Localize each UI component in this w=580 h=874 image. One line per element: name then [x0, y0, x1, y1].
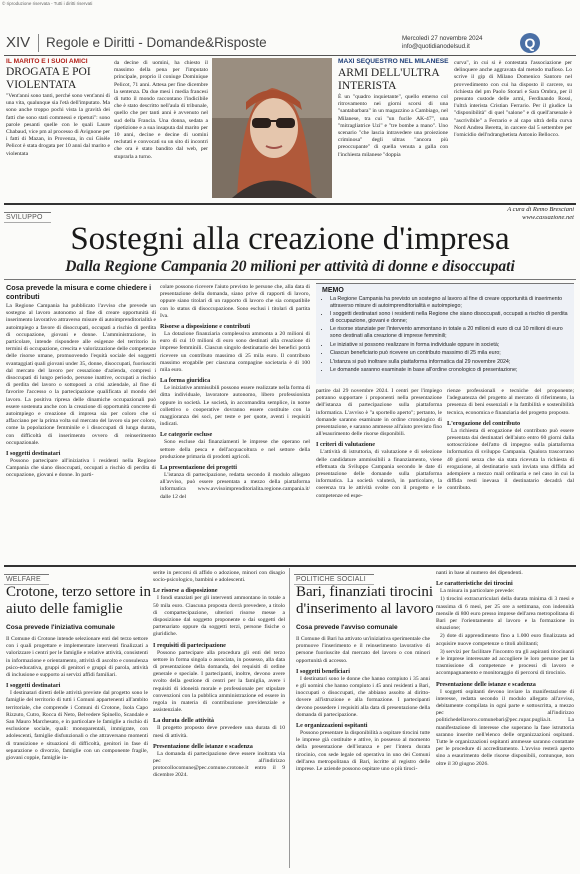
logo-glyph: Q [524, 35, 536, 51]
bari-paragraph: 1) tirocini extracurriculari della durata minima di 3 mesi e massima di 6 mesi, per 25 ore a settimana, con indennità mensile di 800 euro presso imprese dell'area metropolitana di Bari per l'orientamento al lavoro e la formazione in situazione; [436, 596, 574, 632]
page-number: XIV [6, 34, 31, 51]
main-paragraph: colare possono ricevere l'aiuto previsto le persone che, alla data di presentazione della domanda, siano prive di rapporti di lavoro, oppure siano titolari di un rapporto di lavoro che sia compatibile con lo status di disoccupazione. Sono esclusi i titolari di partita Iva. [160, 284, 310, 319]
bari-paragraph: La misura in particolare prevede: [440, 588, 515, 595]
memo-item: • Le iniziative si possono realizzare in forma individuale oppure in società; [330, 342, 568, 349]
header-date: Mercoledì 27 novembre 2024 [402, 35, 483, 42]
story-paragraph: da decine di uomini, ha chiesto il massimo della pena per l'imputato principale, proprio il coniuge Dominique Pelicot, 71 anni. Attesa per fine dicembre la sentenza. Da due mesi i media francesi di tutto il mondo raccontano l'indicibile che è stato descritto nell'aula di tribunale, quello che per tanti anni è avvenuto nel sud della Francia. Una donna, sedata a ripetizione e a sua insaputa dal marito per 10 anni, decine e decine di uomini reclutati e convocati su un sito di incontri che ora è stato bandito dal web, per stuprarla a turno. [114, 60, 208, 160]
memo-item: • I soggetti destinatari sono i residenti nella Regione che siano disoccupati, occupati a rischio di perdita di occupazione, giovani e donne; [330, 311, 568, 324]
subhead-crotone-destinatari: I soggetti destinatari [6, 682, 61, 690]
story-paragraph: È un "quadro inquietante", quello emerso col ritrovamento nei giorni scorsi di una "santabarbara" in un magazzino a Cambiago, nel Milanese, tra cui "un fucile AK-47", una "mitragliatrice Uzi" e "tre bombe a mano". Uno scenario "che lascia intravedere una proiezione criminosa" degli ultras "ancora più preoccupante" di quella venuta a galla con l'inchiesta milanese "doppia [338, 94, 448, 158]
bari-col1 [296, 636, 430, 774]
subhead-risorse: Risorse a disposizione e contributi [160, 323, 251, 331]
memo-title: MEMO [322, 287, 344, 294]
bari-paragraph: Il Comune di Bari ha attivato un'iniziativa sperimentale che promuove l'inserimento e il reinserimento lavorativo di persone fuoriuscite dal mercato del lavoro o con minori opportunità di accesso. [296, 636, 430, 664]
masthead-note: © riproduzione riservata - Tutti i diritti riservati [2, 1, 93, 6]
byline-author: A cura di Remo Bresciani [507, 206, 574, 213]
crotone-paragraph: I destinatari diretti delle attività previste dal progetto sono le famiglie del territorio di tutti i Comuni appartenenti all'ambito territoriale, che comprende i Comuni di Crotone, Isola Capo Rizzuto, Cutro, Rocca di Neto, Belvedere Spinello, Scandale e San Mauro Marchesato, e in particolare le famiglie a rischio di esclusione sociale, quali: monoparentali, immigrate, con adolescenti, famiglie disfunzionali o che attraversano momenti di transizione e situazioni di difficoltà, genitori in fase di separazione o divorzio, famiglie con un componente fragile, giovani coppie, famiglie in- [6, 690, 148, 762]
memo-item: • La Regione Campania ha previsto un sostegno al lavoro al fine di creare opportunità di inserimento attraverso misure di autoimprenditorialità e autoimpiego; [330, 296, 568, 309]
subhead-crotone-durata: La durata delle attività [153, 717, 215, 725]
main-subheadline: Dalla Regione Campania 20 milioni per attività di donne e disoccupati [65, 258, 515, 275]
subhead-bari-organizzazioni: Le organizzazioni ospitanti [296, 722, 368, 730]
main-headline: Sostegni alla creazione d'impresa [70, 221, 510, 257]
subhead-categorie-escluse: Le categorie escluse [160, 431, 213, 439]
kicker-drugged: IL MARITO E I SUOI AMICI [6, 58, 88, 65]
subhead-erogazione: L'erogazione del contributo [447, 419, 521, 427]
bari-paragraph: Possono presentare la disponibilità a ospitare tirocini tutte le imprese già costituite e attive, in possesso al momento della presentazione dell'istanza e per l'intera durata tirocinio, con sede legale od operativa in uno dei Comuni dell'area metropolitana di Bari, iscritte al registro delle imprese. Le aziende possono ospitare uno o più tiroci- [296, 730, 430, 773]
main-paragraph: Sono escluse dai finanziamenti le imprese che operano nel settore della pesca e dell'acquacoltura e nel settore della produzione primaria di prodotti agricoli. [160, 439, 310, 460]
bari-question-title: Cosa prevede l'avviso comunale [296, 624, 398, 631]
bari-paragraph: I destinatari sono le donne che hanno compiuto i 35 anni e gli uomini che hanno compiuto i 45 anni residenti a Bari, inoccupati o disoccupati, che abbiano assolto al diritto-dovere all'istruzione e alla formazione. I partecipanti devono possedere i requisiti alla data di presentazione della domanda di partecipazione. [296, 675, 430, 718]
memo-item: • Le risorse stanziate per l'intervento ammontano in totale a 20 milioni di euro di cui 10 milioni di euro sono destinati alla creazione di imprese femminili; [330, 326, 568, 339]
bari-col2 [436, 570, 574, 769]
crotone-paragraph: serite in percorsi di affido o adozione, minori con disagio socio-psicologico, bambini e adolescenti. [153, 570, 285, 584]
kicker-weapons: MAXI SEQUESTRO NEL MILANESE [338, 58, 449, 65]
crotone-col2 [153, 570, 285, 781]
subhead-criteri: I criteri di valutazione [316, 441, 375, 449]
crotone-col1 [6, 636, 148, 763]
main-paragraph: partire dal 29 novembre 2024. I centri per l'impiego potranno supportare i proponenti nella presentazione dell'istanza di partecipazione sulla piattaforma informatica. L'avviso è "a sportello aperto"; pertanto, le domande saranno esaminate in ordine cronologico di presentazione, e saranno ammesse all'aiuto previsto fino all'esaurimento delle risorse disponibili. [316, 388, 442, 438]
subhead-crotone-risorse: Le risorse a disposizione [153, 587, 218, 595]
memo-list [316, 296, 574, 374]
story-weapons-col1 [338, 94, 448, 160]
story-paragraph: "Vent'anni sono tanti, perché sono vent'anni di una vita, qualunque sia l'età dell'imputato. Ma sono anche troppo pochi vista la gravità dei fatti che sono stati commessi e ripetuti": sono parole pesanti quelle con le quali Laure Chabaud, vice pm al processo di Avignone per i fatti di Mazan, in Provenza, in cui Gisèle Pelicot è stata drogata per 10 anni dal marito e violentata [6, 93, 110, 157]
headline-weapons: ARMI DELL'ULTRA INTERISTA [338, 67, 439, 92]
memo-item: • Ciascun beneficiario può ricevere un contributo massimo di 25 mila euro; [330, 350, 568, 357]
crotone-paragraph: La domanda di partecipazione deve essere inoltrata via pec all'indirizzo protocollocomune@pec.comune.crotone.it entro il 9 dicembre 2024. [153, 750, 285, 779]
story-drugged-col2 [114, 60, 208, 162]
subhead-bari-caratteristiche: Le caratteristiche dei tirocini [436, 580, 513, 588]
subhead-crotone-scadenza: Presentazione delle istanze e scadenza [153, 742, 253, 750]
byline-site: www.cassazione.net [522, 214, 574, 221]
page-header [0, 24, 580, 54]
crotone-paragraph: Possono partecipare alla procedura gli enti del terzo settore in forma singola o associata, in possesso, alla data di presentazione della domanda, dei requisiti di ordine generale e speciale. I partecipanti, inoltre, devono avere svolto della gestione di centri per la famiglia, avere i requisiti di idoneità morale e professionale per stipulare convenzioni con la pubblica amministrazione ed essere in regola in materia di contribuzione previdenziale e assistenziale. [153, 649, 285, 714]
subhead-forma-giuridica: La forma giuridica [160, 377, 211, 385]
main-paragraph: Le iniziative ammissibili possono essere realizzate nella forma di ditta individuale, lavoratore autonomo, libero professionista oppure in società. Le società, in accomandita semplice, in nome collettivo o cooperative dovranno essere costituite con la maggioranza dei soci, per teste e per quote, aventi i requisiti indicati. [160, 385, 311, 428]
crotone-question-title: Cosa prevede l'iniziativa comunale [6, 624, 115, 631]
main-paragraph: L'attività di istruttoria, di valutazione e di selezione delle candidature ammissibili a finanziamento, viene effettuata da Sviluppo Campania secondo le date di presentazione delle domande sulla piattaforma informatica. La società valuterà, in particolare, la coerenza tra le attività svolte con il progetto e le competenze ed espe- [316, 449, 442, 499]
main-paragraph: La richiesta di erogazione del contributo può essere presentata dai destinatari dell'aiuto entro 60 giorni dalla sottoscrizione dell'atto di impegno sulla piattaforma informatica di sviluppo Campania. Qualora trascorrano 40 giorni senza che sia stata ricevuta la richiesta di erogazione, al destinatario sarà inviata una diffida ad adempiere a mezzo mail ordinaria e nel caso in cui la diffida resti inevasa il destinatario decadrà dal contributo. [447, 427, 574, 492]
logo-q-icon [520, 33, 540, 53]
section-label-sviluppo: SVILUPPO [4, 212, 51, 223]
header-email: info@quotidianodelsud.it [402, 43, 470, 50]
subhead-bari-beneficiari: I soggetti beneficiari [296, 667, 350, 675]
subhead-bari-scadenza: Presentazione delle istanze e scadenza [436, 680, 536, 688]
subhead-destinatari: I soggetti destinatari [6, 450, 61, 458]
subhead-crotone-requisiti: I requisiti di partecipazione [153, 641, 226, 649]
bari-paragraph: 3) servizi per facilitare l'incontro tra gli aspiranti tirocinanti e le imprese interessate ad accogliere le loro persone per la trasmissione di competenze e processi di lavoro e accompagnamento e monitoraggio di percorsi di tirocinio. [436, 648, 574, 677]
bari-paragraph: nanti in base al numero dei dipendenti. [436, 570, 523, 576]
headline-crotone: Crotone, terzo settore in aiuto delle famiglie [6, 584, 151, 617]
story-drugged-col1 [6, 93, 110, 159]
crotone-paragraph: Il progetto proposto deve prevedere una durata di 10 mesi di attività. [153, 725, 285, 739]
memo-item: • Le domande saranno esaminate in base all'ordine cronologico di presentazione; [330, 367, 568, 374]
section-title: Regole e Diritti - Domande&Risposte [46, 35, 267, 50]
story-paragraph: curva", in cui si è contestata l'associazione per delinquere anche aggravata dal metodo mafioso. Lo scrive il gip di Milano Domenico Santoro nel provvedimento con cui ha disposto il carcere, su richiesta del pm Paolo Storari e Sara Ombra, per il presunto custode delle armi, Ferdinando Rossi, l'ultrà interista Cristian Ferrario. Per il giudice la "disponibilità" di quel "salone" e di quell'arsenale è "ascrivibile" a Ferrario e al capo ultrà della curva Nord Andrea Beretta, in carcere dal 5 settembre per l'omicidio dell'ndranghetista Antonio Bellocco. [454, 60, 572, 139]
main-col1 [6, 303, 156, 481]
photo-woman-sunglasses [212, 58, 332, 198]
main-paragraph: La Regione Campania ha pubblicato l'avviso che prevede un sostegno al lavoro autonomo al fine di creare opportunità di inserimento lavorativo attraverso misure di autoimprenditorialità e autoimpiego a favore di disoccupati, occupati a rischio di perdita di occupazione, giovani e donne. L'amministrazione, in particolare, intende rispondere alle esigenze del territorio in termini di occupazione, crescita e valorizzazione delle competenze delle risorse umane, promuovendo l'equità sociale dei soggetti svantaggiati quali giovani under 35, donne, disoccupati, fuoriusciti dal mercato del lavoro per cessazione d'azienda, compresi i disoccupati di lungo periodo, persone inattive, occupati a rischio di perdita del lavoro o sottoposti a crisi aziendale, al fine di favorire l'accesso o la partecipazione qualificata al mondo del lavoro. La positiva ripresa delle dinamiche occupazionali può essere sostenuta anche con la creazione di opportunità concrete di autoimpiego e creazione di impresa sia per coloro che si affacciano per la prima volta sul mercato del lavoro sia per coloro, come la popolazione femminile e i disoccupati di lunga durata, con difficoltà di inserimento ovvero di reinserimento occupazionale. [6, 303, 156, 446]
main-paragraph: rienze professionali e tecniche del proponente; l'adeguatezza del progetto al mercato di riferimento, la presenza di beni essenziali e la fattibilità e sostenibilità tecnica, economica e finanziaria del progetto proposto. [447, 388, 574, 416]
story-weapons-col2 [454, 60, 572, 140]
headline-bari: Bari, finanziati tirocini d'inserimento al lavoro [296, 584, 434, 617]
main-col4 [447, 388, 574, 494]
memo-item: • L'istanza si può inoltrare sulla piattaforma informatica dal 29 novembre 2024; [330, 359, 568, 366]
bari-paragraph: 2) dote di apprendimento fino a 1.000 euro finalizzata ad acquisire nuove competenze o titoli abilitanti; [436, 633, 574, 647]
headline-drugged: DROGATA E POI VIOLENTATA [6, 66, 91, 91]
bari-paragraph: I soggetti ospitanti devono inviare la manifestazione di interesse, redatta secondo il modulo allegato all'avviso, debitamente compilata in ogni parte e sottoscritta, a mezzo pec all'indirizzo politichedellavoro.comunebari@pec.rupar.puglia.it. La manifestazione di interesse che superano la fase istruttoria saranno inserite nell'elenco delle organizzazioni ospitanti. Tutte le organizzazioni ospitanti ammesse saranno contattate per le procedure di accreditamento. L'avviso resterà aperto sino a esaurimento delle risorse disponibili, comunque, non oltre il 30 giugno 2026. [436, 688, 574, 767]
crotone-paragraph: Il Comune di Crotone intende selezionare enti del terzo settore con i quali progettare e implementare interventi finalizzati a valorizzare i centri per le famiglie e relative attività, consistenti in informazione e orientamento, attività di ascolto e consulenza psico-educativa, gruppi di genitori e gruppi di parola, attività di inclusione e supporto ai servizi affidi familiari. [6, 636, 148, 679]
section-label-politiche-sociali: POLITICHE SOCIALI [294, 574, 374, 585]
main-col3 [316, 388, 442, 501]
subhead-presentazione: La presentazione dei progetti [160, 464, 237, 472]
section-label-welfare: WELFARE [4, 574, 49, 585]
main-col2 [160, 284, 310, 502]
crotone-paragraph: I fondi stanziati per gli interventi ammontano in totale a 50 mila euro. Ciascuna proposta dovrà prevedere, a titolo di compartecipazione, ulteriori risorse messe a disposizione dal soggetto proponente o dai soggetti del partenariato oppure da soggetti terzi, persone fisiche o giuridiche. [153, 595, 285, 638]
main-question-title: Cosa prevede la misura e come chiedere i contributi [6, 283, 152, 301]
memo-box [316, 283, 574, 384]
main-paragraph: La dotazione finanziaria complessiva ammonta a 20 milioni di euro di cui 10 milioni di euro sono destinati alla creazione di imprese femminili. Ciascun singolo destinatario dei benefici potrà ricevere un contributo massimo di 25 mila euro. Il contributo massimo erogabile per ciascuna compagine societaria è di 100 mila euro. [160, 331, 310, 374]
main-paragraph: L'istanza di partecipazione, redatta secondo il modulo allegato all'avviso, può essere presentata a mezzo della piattaforma informatica www.avvisoimprenditorialita.regione.campania.it/ dalle 12 del [160, 472, 310, 500]
main-paragraph: Possono partecipare all'iniziativa i residenti nella Regione Campania che siano disoccupati, occupati a rischio di perdita di occupazione, giovani e donne. In parti- [6, 458, 156, 479]
